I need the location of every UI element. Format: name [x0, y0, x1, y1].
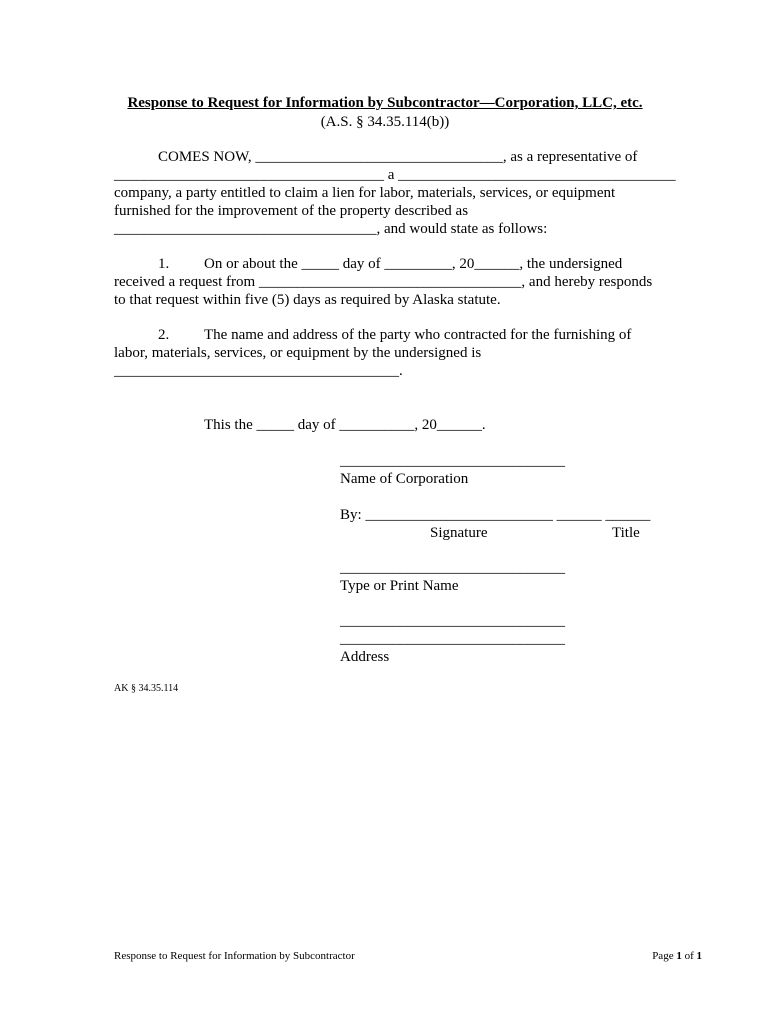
paragraph-1-line-1: On or about the _____ day of _________, 20______, the undersigned	[204, 256, 623, 272]
statute-citation: (A.S. § 34.35.114(b))	[320, 114, 450, 130]
paragraph-2-line-2: labor, materials, services, or equipment by the undersigned is	[114, 345, 482, 361]
document-title: Response to Request for Information by Subcontractor—Corporation, LLC, etc.	[127, 95, 643, 111]
signature-label: Signature	[430, 525, 488, 541]
intro-line-4: furnished for the improvement of the property described as	[114, 203, 469, 219]
corporation-name-label: Name of Corporation	[340, 471, 469, 487]
footer-page-prefix: Page	[652, 950, 677, 962]
footer-page-current: 1	[676, 950, 682, 962]
corporation-name-blank: ______________________________	[340, 453, 565, 469]
address-blank-1: ______________________________	[340, 613, 565, 629]
statute-reference: AK § 34.35.114	[114, 683, 179, 694]
date-line: This the _____ day of __________, 20______.	[204, 417, 486, 433]
footer-page-total: 1	[696, 950, 702, 962]
intro-line-1: COMES NOW, _________________________________, as a representative of	[158, 149, 638, 165]
paragraph-1-number: 1.	[158, 256, 170, 272]
address-label: Address	[340, 649, 390, 665]
paragraph-2-number: 2.	[158, 327, 170, 343]
footer-page-of: of	[681, 950, 697, 962]
intro-line-3: company, a party entitled to claim a lien for labor, materials, services, or equipment	[114, 185, 616, 201]
print-name-label: Type or Print Name	[340, 578, 459, 594]
title-label: Title	[612, 525, 640, 541]
address-blank-2: ______________________________	[340, 631, 565, 647]
print-name-blank: ______________________________	[340, 560, 565, 576]
paragraph-2-line-3: ______________________________________.	[114, 363, 403, 379]
paragraph-1-line-2: received a request from ___________________________________, and hereby responds	[114, 274, 653, 290]
by-signature-line: By: _________________________ ______ ______	[340, 507, 651, 523]
footer-document-name: Response to Request for Information by Subcontractor	[114, 950, 355, 962]
footer-page-number	[652, 949, 702, 963]
intro-line-5: ___________________________________, and would state as follows:	[114, 221, 548, 237]
intro-line-2: ____________________________________ a _____________________________________	[114, 167, 676, 183]
paragraph-1-line-3: to that request within five (5) days as required by Alaska statute.	[114, 292, 501, 308]
paragraph-2-line-1: The name and address of the party who contracted for the furnishing of	[204, 327, 632, 343]
